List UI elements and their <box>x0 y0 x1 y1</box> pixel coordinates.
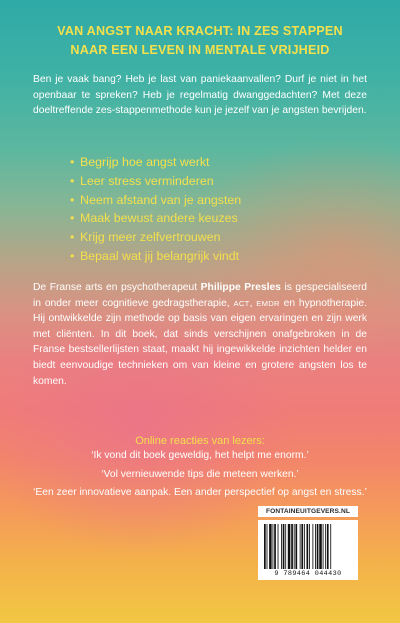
barcode-bar <box>301 524 303 569</box>
step-label: Begrijp hoe angst werkt <box>80 155 210 169</box>
barcode-bar <box>264 524 266 569</box>
barcode-bar <box>307 524 309 569</box>
barcode-bar <box>304 524 305 569</box>
barcode-bar <box>288 524 291 569</box>
barcode-bar <box>291 524 293 569</box>
bullet-icon: • <box>70 173 75 188</box>
barcode-bar <box>300 524 301 569</box>
step-item <box>70 172 241 191</box>
author-name: Philippe Presles <box>200 282 281 293</box>
intro-paragraph: Ben je vaak bang? Heb je last van paniekaanvallen? Durf je niet in het openbaar te spreken? Heb je regelmatig dwanggedachten? Met deze doeltreffende zes-stappenmethode kun je jezelf van je angsten bevrijden. <box>33 74 367 117</box>
barcode-bar <box>274 524 276 569</box>
step-label: Bepaal wat jij belangrijk vindt <box>80 248 240 263</box>
barcode-bar <box>273 524 274 569</box>
step-item <box>70 247 241 266</box>
step-label: Neem afstand van je angsten <box>80 192 242 207</box>
bullet-icon: • <box>70 230 75 245</box>
barcode-bar <box>317 524 319 569</box>
barcode-bar <box>278 524 279 569</box>
barcode <box>258 520 358 580</box>
barcode-icon <box>264 524 352 569</box>
review-quote: ‘Een zeer innovatieve aanpak. Een ander perspectief op angst en stress.’ <box>33 487 367 498</box>
step-label: Krijg meer zelfvertrouwen <box>80 230 221 245</box>
author-paragraph <box>33 280 367 389</box>
barcode-bar <box>309 524 310 569</box>
headline-line-2: NAAR EEN LEVEN IN MENTALE VRIJHEID <box>70 43 330 57</box>
step-item <box>70 228 241 247</box>
barcode-bar <box>295 524 297 569</box>
barcode-bar <box>269 524 272 569</box>
barcode-bar <box>283 524 285 569</box>
about-comma: , <box>249 297 253 309</box>
about-text-3: en hypnotherapie. Hij ontwikkelde zijn methode op basis van eigen ervaringen en zijn werk met cliënten. In dit boek, dat sinds verschijnen onafgebroken in de Franse bestsellerlijsten staat, maakt hij ingewikkelde inzichten helder en biedt eenvoudige technieken om van kleine en grotere angsten los te komen. <box>33 297 367 387</box>
bullet-icon: • <box>70 248 75 263</box>
act-abbr: ACT <box>233 298 250 308</box>
about-text-1: De Franse arts en psychotherapeut <box>33 282 201 293</box>
barcode-bar <box>285 524 286 569</box>
about-text-2: is gespecialiseerd in onder meer cognitieve gedragstherapie, <box>33 282 367 309</box>
barcode-bar <box>327 524 329 569</box>
publisher-website: FONTAINEUITGEVERS.NL <box>258 506 358 517</box>
headline <box>20 22 380 60</box>
bullet-icon: • <box>70 192 75 207</box>
barcode-bar <box>281 524 282 569</box>
step-label: Leer stress verminderen <box>80 173 214 188</box>
review-quote: ‘Vol vernieuwende tips die meteen werken.’ <box>101 469 299 480</box>
reviews-title: Online reacties van lezers: <box>135 435 265 447</box>
barcode-bar <box>319 524 322 569</box>
isbn-number: 9 789464 044430 <box>274 570 342 578</box>
barcode-bar <box>267 524 268 569</box>
barcode-bar <box>312 524 313 569</box>
bullet-icon: • <box>70 211 75 226</box>
barcode-bar <box>315 524 316 569</box>
step-item <box>70 191 241 210</box>
review-quote: ‘Ik vond dit boek geweldig, het helpt me enorm.’ <box>91 450 309 461</box>
steps-list <box>70 153 241 266</box>
emdr-abbr: EMDR <box>256 298 280 308</box>
barcode-bar <box>325 524 326 569</box>
barcode-bar <box>323 524 324 569</box>
headline-line-1: VAN ANGST NAAR KRACHT: IN ZES STAPPEN <box>57 24 343 38</box>
step-label: Maak bewust andere keuzes <box>80 211 238 226</box>
barcode-bar <box>330 524 331 569</box>
step-item <box>70 209 241 228</box>
barcode-bar <box>294 524 295 569</box>
step-item <box>70 153 241 172</box>
bullet-icon: • <box>70 155 75 169</box>
